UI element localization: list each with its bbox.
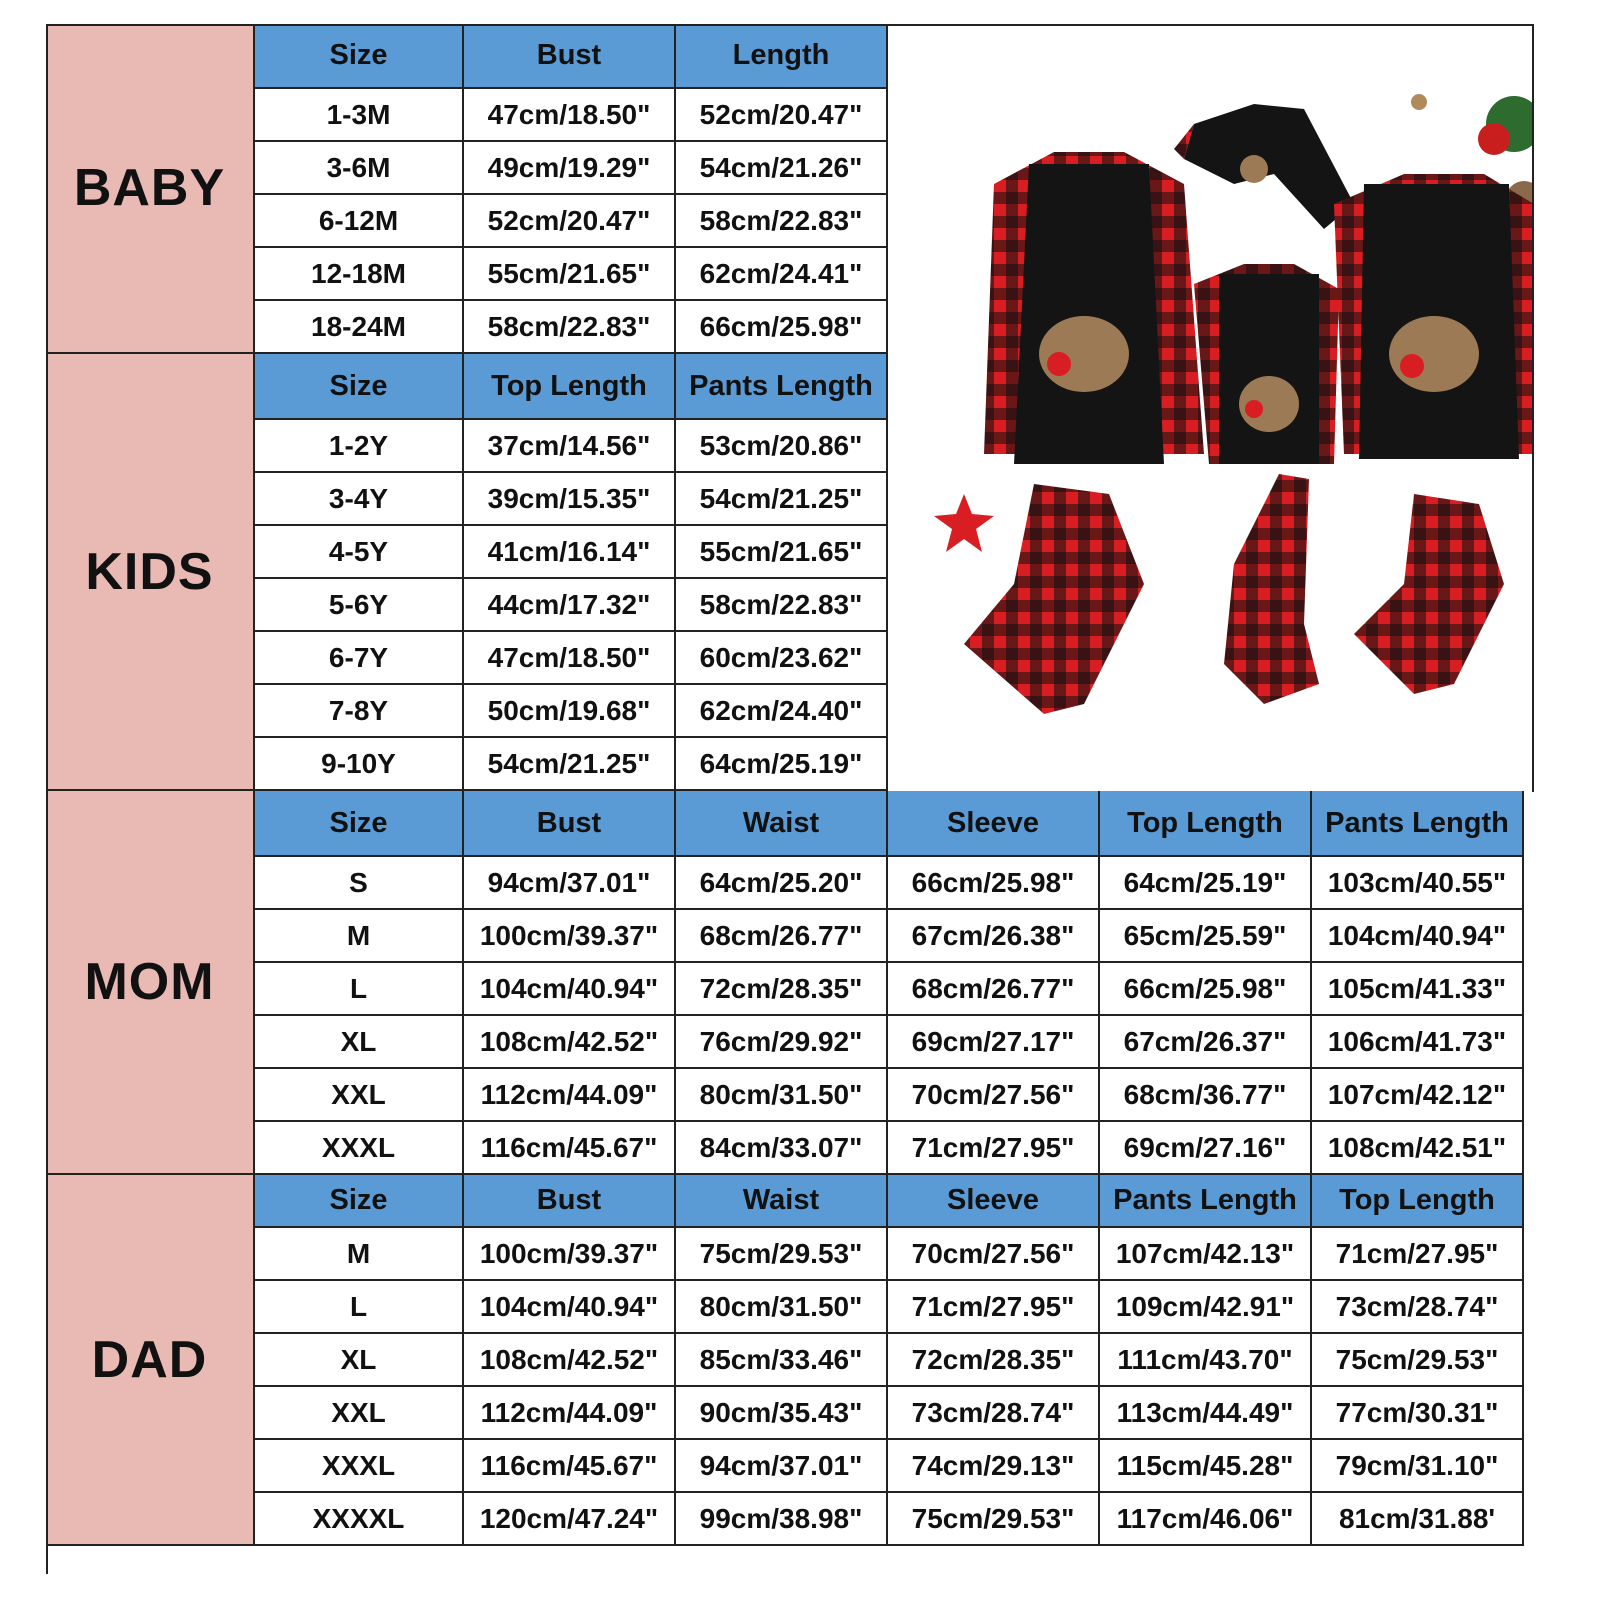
size-cell: 7-8Y — [255, 685, 464, 738]
size-cell: XXXL — [255, 1440, 464, 1493]
header-cell: Top Length — [464, 354, 676, 420]
measurement-cell: 41cm/16.14" — [464, 526, 676, 579]
measurement-cell: 62cm/24.40" — [676, 685, 888, 738]
measurement-cell: 84cm/33.07" — [676, 1122, 888, 1175]
measurement-cell: 67cm/26.38" — [888, 910, 1100, 963]
measurement-cell: 73cm/28.74" — [888, 1387, 1100, 1440]
measurement-cell: 64cm/25.20" — [676, 857, 888, 910]
measurement-cell: 68cm/26.77" — [888, 963, 1100, 1016]
measurement-cell: 106cm/41.73" — [1312, 1016, 1524, 1069]
measurement-cell: 100cm/39.37" — [464, 910, 676, 963]
measurement-cell: 90cm/35.43" — [676, 1387, 888, 1440]
header-cell: Top Length — [1312, 1175, 1524, 1228]
size-cell: 3-6M — [255, 142, 464, 195]
measurement-cell: 112cm/44.09" — [464, 1387, 676, 1440]
size-cell: 1-2Y — [255, 420, 464, 473]
measurement-cell: 52cm/20.47" — [464, 195, 676, 248]
star-ornament-icon — [934, 494, 994, 552]
measurement-cell: 72cm/28.35" — [676, 963, 888, 1016]
measurement-cell: 94cm/37.01" — [676, 1440, 888, 1493]
header-cell: Size — [255, 354, 464, 420]
measurement-cell: 108cm/42.52" — [464, 1334, 676, 1387]
measurement-cell: 81cm/31.88' — [1312, 1493, 1524, 1546]
reindeer-pajama-top-icon — [984, 152, 1204, 464]
measurement-cell: 72cm/28.35" — [888, 1334, 1100, 1387]
measurement-cell: 111cm/43.70" — [1100, 1334, 1312, 1387]
measurement-cell: 55cm/21.65" — [676, 526, 888, 579]
measurement-cell: 69cm/27.16" — [1100, 1122, 1312, 1175]
measurement-cell: 54cm/21.26" — [676, 142, 888, 195]
size-cell: S — [255, 857, 464, 910]
measurement-cell: 80cm/31.50" — [676, 1281, 888, 1334]
measurement-cell: 77cm/30.31" — [1312, 1387, 1524, 1440]
measurement-cell: 39cm/15.35" — [464, 473, 676, 526]
measurement-cell: 50cm/19.68" — [464, 685, 676, 738]
measurement-cell: 94cm/37.01" — [464, 857, 676, 910]
measurement-cell: 112cm/44.09" — [464, 1069, 676, 1122]
measurement-cell: 47cm/18.50" — [464, 89, 676, 142]
header-cell: Top Length — [1100, 791, 1312, 857]
measurement-cell: 104cm/40.94" — [1312, 910, 1524, 963]
header-cell: Waist — [676, 1175, 888, 1228]
measurement-cell: 47cm/18.50" — [464, 632, 676, 685]
measurement-cell: 66cm/25.98" — [1100, 963, 1312, 1016]
measurement-cell: 68cm/36.77" — [1100, 1069, 1312, 1122]
measurement-cell: 66cm/25.98" — [888, 857, 1100, 910]
measurement-cell: 74cm/29.13" — [888, 1440, 1100, 1493]
measurement-cell: 67cm/26.37" — [1100, 1016, 1312, 1069]
size-cell: 6-7Y — [255, 632, 464, 685]
header-cell: Sleeve — [888, 791, 1100, 857]
size-table — [46, 24, 1534, 1574]
measurement-cell: 107cm/42.13" — [1100, 1228, 1312, 1281]
measurement-cell: 79cm/31.10" — [1312, 1440, 1524, 1493]
pajama-photo — [934, 24, 1534, 792]
plaid-pants-icon — [964, 484, 1144, 714]
measurement-cell: 58cm/22.83" — [676, 579, 888, 632]
header-cell: Size — [255, 791, 464, 857]
measurement-cell: 62cm/24.41" — [676, 248, 888, 301]
category-mom: MOM — [46, 791, 255, 1175]
size-cell: 18-24M — [255, 301, 464, 354]
header-cell: Size — [255, 24, 464, 89]
measurement-cell: 116cm/45.67" — [464, 1122, 676, 1175]
measurement-cell: 75cm/29.53" — [1312, 1334, 1524, 1387]
measurement-cell: 117cm/46.06" — [1100, 1493, 1312, 1546]
header-cell: Bust — [464, 791, 676, 857]
measurement-cell: 55cm/21.65" — [464, 248, 676, 301]
category-baby: BABY — [46, 24, 255, 354]
header-cell: Length — [676, 24, 888, 89]
size-cell: XXL — [255, 1069, 464, 1122]
category-kids: KIDS — [46, 354, 255, 791]
size-cell: L — [255, 1281, 464, 1334]
header-cell: Pants Length — [1312, 791, 1524, 857]
header-cell: Pants Length — [1100, 1175, 1312, 1228]
size-cell: XXXXL — [255, 1493, 464, 1546]
header-cell: Bust — [464, 24, 676, 89]
size-cell: M — [255, 1228, 464, 1281]
size-cell: 3-4Y — [255, 473, 464, 526]
measurement-cell: 108cm/42.52" — [464, 1016, 676, 1069]
measurement-cell: 113cm/44.49" — [1100, 1387, 1312, 1440]
measurement-cell: 107cm/42.12" — [1312, 1069, 1524, 1122]
measurement-cell: 105cm/41.33" — [1312, 963, 1524, 1016]
size-cell: 6-12M — [255, 195, 464, 248]
measurement-cell: 70cm/27.56" — [888, 1228, 1100, 1281]
size-cell: 12-18M — [255, 248, 464, 301]
measurement-cell: 70cm/27.56" — [888, 1069, 1100, 1122]
measurement-cell: 109cm/42.91" — [1100, 1281, 1312, 1334]
measurement-cell: 68cm/26.77" — [676, 910, 888, 963]
header-cell: Pants Length — [676, 354, 888, 420]
measurement-cell: 52cm/20.47" — [676, 89, 888, 142]
measurement-cell: 73cm/28.74" — [1312, 1281, 1524, 1334]
measurement-cell: 108cm/42.51" — [1312, 1122, 1524, 1175]
measurement-cell: 65cm/25.59" — [1100, 910, 1312, 963]
size-cell: 5-6Y — [255, 579, 464, 632]
measurement-cell: 64cm/25.19" — [676, 738, 888, 791]
measurement-cell: 64cm/25.19" — [1100, 857, 1312, 910]
measurement-cell: 115cm/45.28" — [1100, 1440, 1312, 1493]
measurement-cell: 100cm/39.37" — [464, 1228, 676, 1281]
header-cell: Bust — [464, 1175, 676, 1228]
measurement-cell: 76cm/29.92" — [676, 1016, 888, 1069]
measurement-cell: 71cm/27.95" — [888, 1281, 1100, 1334]
reindeer-pajama-top-icon — [1194, 264, 1339, 464]
measurement-cell: 80cm/31.50" — [676, 1069, 888, 1122]
measurement-cell: 71cm/27.95" — [1312, 1228, 1524, 1281]
measurement-cell: 75cm/29.53" — [888, 1493, 1100, 1546]
measurement-cell: 99cm/38.98" — [676, 1493, 888, 1546]
measurement-cell: 116cm/45.67" — [464, 1440, 676, 1493]
measurement-cell: 104cm/40.94" — [464, 1281, 676, 1334]
size-cell: L — [255, 963, 464, 1016]
size-cell: XL — [255, 1334, 464, 1387]
header-cell: Sleeve — [888, 1175, 1100, 1228]
measurement-cell: 66cm/25.98" — [676, 301, 888, 354]
measurement-cell: 49cm/19.29" — [464, 142, 676, 195]
size-cell: XXXL — [255, 1122, 464, 1175]
size-cell: M — [255, 910, 464, 963]
plaid-pants-icon — [1354, 494, 1504, 694]
measurement-cell: 120cm/47.24" — [464, 1493, 676, 1546]
header-cell: Waist — [676, 791, 888, 857]
measurement-cell: 58cm/22.83" — [464, 301, 676, 354]
measurement-cell: 85cm/33.46" — [676, 1334, 888, 1387]
measurement-cell: 75cm/29.53" — [676, 1228, 888, 1281]
family-pajama-image — [934, 24, 1534, 792]
measurement-cell: 54cm/21.25" — [676, 473, 888, 526]
measurement-cell: 103cm/40.55" — [1312, 857, 1524, 910]
measurement-cell: 60cm/23.62" — [676, 632, 888, 685]
measurement-cell: 37cm/14.56" — [464, 420, 676, 473]
measurement-cell: 53cm/20.86" — [676, 420, 888, 473]
measurement-cell: 44cm/17.32" — [464, 579, 676, 632]
measurement-cell: 71cm/27.95" — [888, 1122, 1100, 1175]
size-cell: XXL — [255, 1387, 464, 1440]
baby-romper-icon — [1174, 104, 1354, 229]
reindeer-pajama-top-icon — [1334, 174, 1534, 459]
size-cell: XL — [255, 1016, 464, 1069]
size-cell: 1-3M — [255, 89, 464, 142]
measurement-cell: 58cm/22.83" — [676, 195, 888, 248]
measurement-cell: 104cm/40.94" — [464, 963, 676, 1016]
category-dad: DAD — [46, 1175, 255, 1546]
measurement-cell: 69cm/27.17" — [888, 1016, 1100, 1069]
header-cell: Size — [255, 1175, 464, 1228]
measurement-cell: 54cm/21.25" — [464, 738, 676, 791]
plaid-pants-icon — [1224, 474, 1319, 704]
size-cell: 9-10Y — [255, 738, 464, 791]
size-cell: 4-5Y — [255, 526, 464, 579]
